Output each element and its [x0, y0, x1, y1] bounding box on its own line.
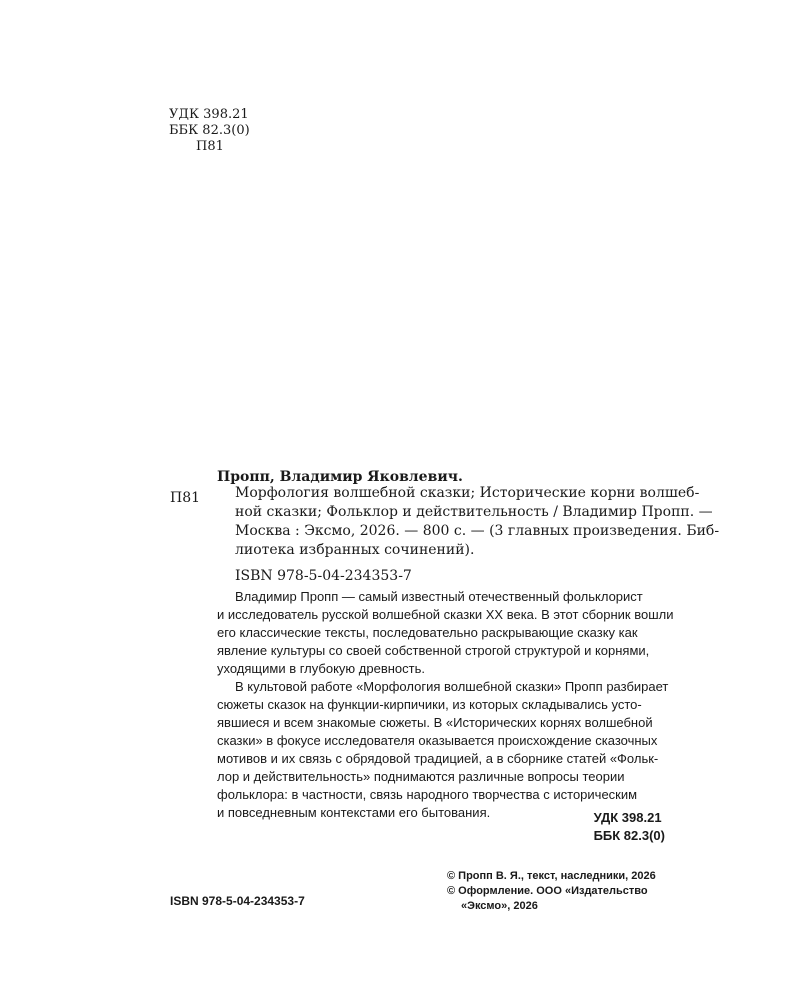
annotation-line: мотивов и их связь с обрядовой традицией, а в сборнике статей «Фольк- — [217, 751, 659, 766]
udk-code: УДК 398.21 — [169, 107, 249, 122]
annotation-line: фольклора: в частности, связь народного творчества с историческим — [217, 787, 638, 802]
copyright-design-cont: «Эксмо», 2026 — [461, 900, 538, 912]
bbk-code: ББК 82.3(0) — [593, 828, 665, 843]
biblio-line: лиотека избранных сочинений). — [235, 542, 475, 558]
biblio-line: ной сказки; Фольклор и действительность / Владимир Пропп. — — [235, 504, 713, 520]
annotation-line: сюжеты сказок на функции-кирпичики, из которых складывались усто- — [217, 697, 642, 712]
copyright-design: © Оформление. ООО «Издательство — [447, 885, 648, 897]
bibliographic-description — [235, 484, 720, 560]
author-heading: Пропп, Владимир Яковлевич. — [217, 469, 463, 485]
annotation-line: сказки» в фокусе исследователя оказывается происхождение сказочных — [217, 733, 658, 748]
biblio-line: Морфология волшебной сказки; Исторические корни волшеб- — [235, 485, 700, 501]
annotation-line: явшиеся и всем знакомые сюжеты. В «Исторических корнях волшебной — [217, 715, 653, 730]
udk-code: УДК 398.21 — [593, 810, 662, 825]
annotation-line: и исследователь русской волшебной сказки XX века. В этот сборник вошли — [217, 607, 674, 622]
author-sign: П81 — [196, 139, 224, 154]
annotation-line: его классические тексты, последовательно раскрывающие сказку как — [217, 625, 638, 640]
bbk-code: ББК 82.3(0) — [169, 123, 250, 138]
annotation-line: явление культуры со своей собственной строгой структурой и корнями, — [217, 643, 650, 658]
biblio-line: Москва : Эксмо, 2026. — 800 с. — (3 главных произведения. Биб- — [235, 523, 720, 539]
annotation-line: и повседневным контекстами его бытования. — [217, 805, 491, 820]
annotation-line: Владимир Пропп — самый известный отечественный фольклорист — [235, 589, 643, 604]
annotation-line: лор и действительность» поднимаются различные вопросы теории — [217, 769, 625, 784]
record-author-sign: П81 — [170, 490, 201, 506]
top-classification-codes — [169, 107, 250, 155]
annotation — [217, 588, 674, 822]
bottom-classification-codes — [594, 809, 665, 845]
isbn-record: ISBN 978-5-04-234353-7 — [235, 568, 412, 584]
copyright-text: © Пропп В. Я., текст, наследники, 2026 — [447, 870, 656, 882]
copyright-block — [447, 869, 656, 914]
annotation-line: уходящими в глубокую древность. — [217, 661, 425, 676]
isbn-footer: ISBN 978-5-04-234353-7 — [170, 894, 305, 908]
annotation-line: В культовой работе «Морфология волшебной сказки» Пропп разбирает — [235, 679, 669, 694]
